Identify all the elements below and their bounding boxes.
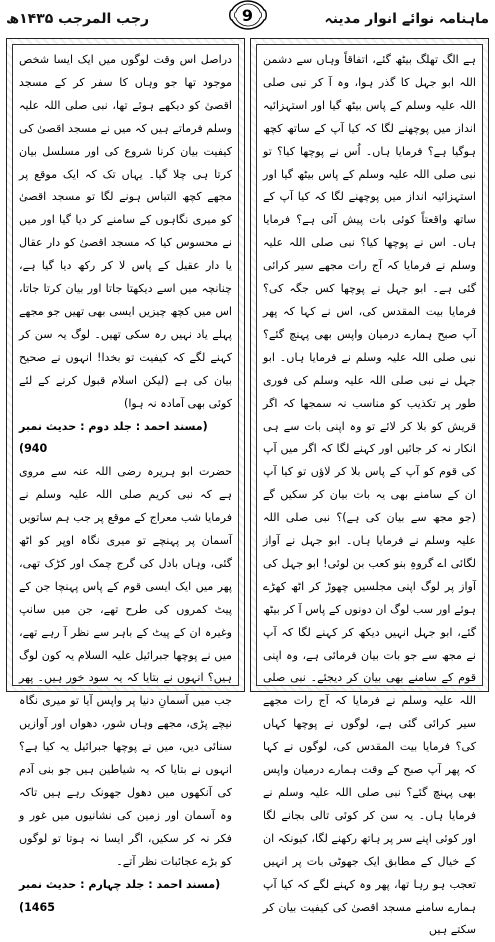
issue-date: رجب المرجب ۱۴۳۵ھ xyxy=(6,11,150,27)
left-column-text xyxy=(19,49,232,914)
paragraph: حضرت ابو ہریرہ رضی اللہ عنہ سے مروی ہے کہ نبی کریم صلی اللہ علیہ وسلم نے فرمایا شب معراج کے موقع پر جب ہم ساتویں آسمان پر پہنچے تو میری نگاہ اوپر کو اٹھ گئی، وہاں بادل کی گرج چمک اور کڑک تھی، پھر میں ایک ایسی قوم کے پاس پہنچا جن کے پیٹ کمروں کی طرح تھے، جن میں سانپ وغیرہ ان کے پیٹ کے باہر سے نظر آ رہے تھے، میں نے پوچھا جبرائیل علیہ السلام یہ کون لوگ ہیں؟ انہوں نے بتایا کہ یہ سود خور ہیں۔ پھر جب میں آسمانِ دنیا پر واپس آیا تو میری نگاہ نیچے پڑی، مجھے وہاں شور، دھواں اور آوازیں سنائی دیں، میں نے پوچھا جبرائیل یہ کیا ہے؟ انہوں نے بتایا کہ یہ شیاطین ہیں جو بنی آدم کی آنکھوں میں دھول جھونک رہے ہیں تاکہ وہ آسمان اور زمین کی نشانیوں میں غور و فکر نہ کر سکیں، اگر ایسا نہ ہوتا تو لوگوں کو بڑے عجائبات نظر آتے۔ xyxy=(19,465,232,868)
left-column-frame xyxy=(6,38,245,914)
right-column-text xyxy=(263,49,476,937)
left-column-inner xyxy=(12,44,239,914)
magazine-title: ماہنامہ نوائے انوار مدینہ xyxy=(324,11,489,27)
right-column-frame xyxy=(250,38,489,937)
page-number-badge xyxy=(228,0,268,30)
paragraph: ہے الگ تھلگ بیٹھ گئے، اتفاقاً وہاں سے دشمن اللہ ابو جہل کا گذر ہوا، وہ آ کر نبی صلی اللہ علیہ وسلم کے پاس بیٹھ گیا اور استہزائیہ انداز میں پوچھنے لگا کہ کیا آپ کے ساتھ کچھ ہوگیا ہے؟ فرمایا ہاں۔ اُس نے پوچھا کیا؟ تو نبی صلی اللہ علیہ وسلم کے پاس بیٹھ گیا اور استہزائیہ انداز میں پوچھنے لگا کہ کیا آپ کے ساتھ واقعتاً کوئی بات پیش آئی ہے؟ فرمایا ہاں۔ اس نے پوچھا کیا؟ نبی صلی اللہ علیہ وسلم نے فرمایا کہ آج رات مجھے سیر کرائی گئی ہے۔ ابو جہل نے پوچھا کس جگہ کی؟ فرمایا بیت المقدس کی، اس نے کہا کہ پھر آپ صبح ہمارے درمیان واپس بھی پہنچ گئے؟ نبی صلی اللہ علیہ وسلم نے فرمایا ہاں۔ ابو جہل نے نبی صلی اللہ علیہ وسلم کی فوری طور پر تکذیب کو مناسب نہ سمجھا کہ اگر قریش کو بلا کر لائے تو وہ اپنی بات سے ہی انکار نہ کر جائیں اور کہنے لگا کہ اگر میں آپ کی قوم کو آپ کے پاس بلا کر لاؤں تو کیا آپ ان کے سامنے بھی یہ بات بیان کر سکیں گے (جو مجھ سے بیان کی ہے)؟ نبی صلی اللہ علیہ وسلم نے فرمایا ہاں۔ ابو جہل نے آواز لگائی اے گروہِ بنو کعب بن لوئی! ابو جہل کی آواز پر لوگ اپنی مجلسیں چھوڑ کر اٹھ کھڑے ہوئے اور سب لوگ ان دونوں کے پاس آ کر بیٹھ گئے، ابو جہل انہیں دیکھ کر کہنے لگا کہ آپ نے مجھ سے جو بات بیان فرمائی ہے، وہ اپنی قوم کے سامنے بھی بیان کر دیجئے۔ نبی صلی اللہ علیہ وسلم نے فرمایا کہ آج رات مجھے سیر کرائی گئی ہے، لوگوں نے پوچھا کہاں کی؟ فرمایا بیت المقدس کی، لوگوں نے کہا کہ پھر آپ صبح کے وقت ہمارے درمیان واپس بھی پہنچ گئے؟ نبی صلی اللہ علیہ وسلم نے فرمایا ہاں۔ یہ سن کر کوئی تالی بجانے لگا اور کوئی اپنے سر پر ہاتھ رکھنے لگا، کیونکہ ان کے خیال کے مطابق ایک جھوٹی بات پر انہیں تعجب ہو رہا تھا، پھر وہ کہنے لگے کہ کیا آپ ہمارے سامنے مسجد اقصیٰ کی کیفیت بیان کر سکتے ہیں xyxy=(263,53,476,937)
page-number: 9 xyxy=(241,5,254,25)
right-column-inner xyxy=(256,44,483,937)
paragraph: دراصل اس وقت لوگوں میں ایک ایسا شخص موجود تھا جو وہاں کا سفر کر کے مسجد اقصیٰ کو دیکھے ہوئے تھا، نبی صلی اللہ علیہ وسلم فرماتے ہیں کہ میں نے مسجد اقصیٰ کی کیفیت بیان کرنا شروع کی اور مسلسل بیان کرتا ہی چلا گیا۔ یہاں تک کہ ایک موقع پر مجھے کچھ التباس ہونے لگا تو مسجد اقصیٰ کو میری نگاہوں کے سامنے کر دیا گیا اور میں نے محسوس کیا کہ مسجد اقصیٰ کو دار عقال یا دار عقیل کے پاس لا کر رکھ دیا گیا ہے، چنانچہ میں اسے دیکھتا جاتا اور بیان کرتا جاتا، اس میں کچھ چیزیں ایسی بھی تھیں جو مجھے پہلے یاد نہیں رہ سکی تھیں۔ لوگ یہ سن کر کہنے لگے کہ کیفیت تو بخدا! انہوں نے صحیح بیان کی ہے (لیکن اسلام قبول کرنے کے لئے کوئی بھی آمادہ نہ ہوا) xyxy=(19,53,232,410)
hadith-reference: (مسند احمد : جلد دوم : حدیث نمبر 940) xyxy=(19,419,208,456)
hadith-reference: (مسند احمد : جلد چہارم : حدیث نمبر 1465) xyxy=(19,877,221,914)
